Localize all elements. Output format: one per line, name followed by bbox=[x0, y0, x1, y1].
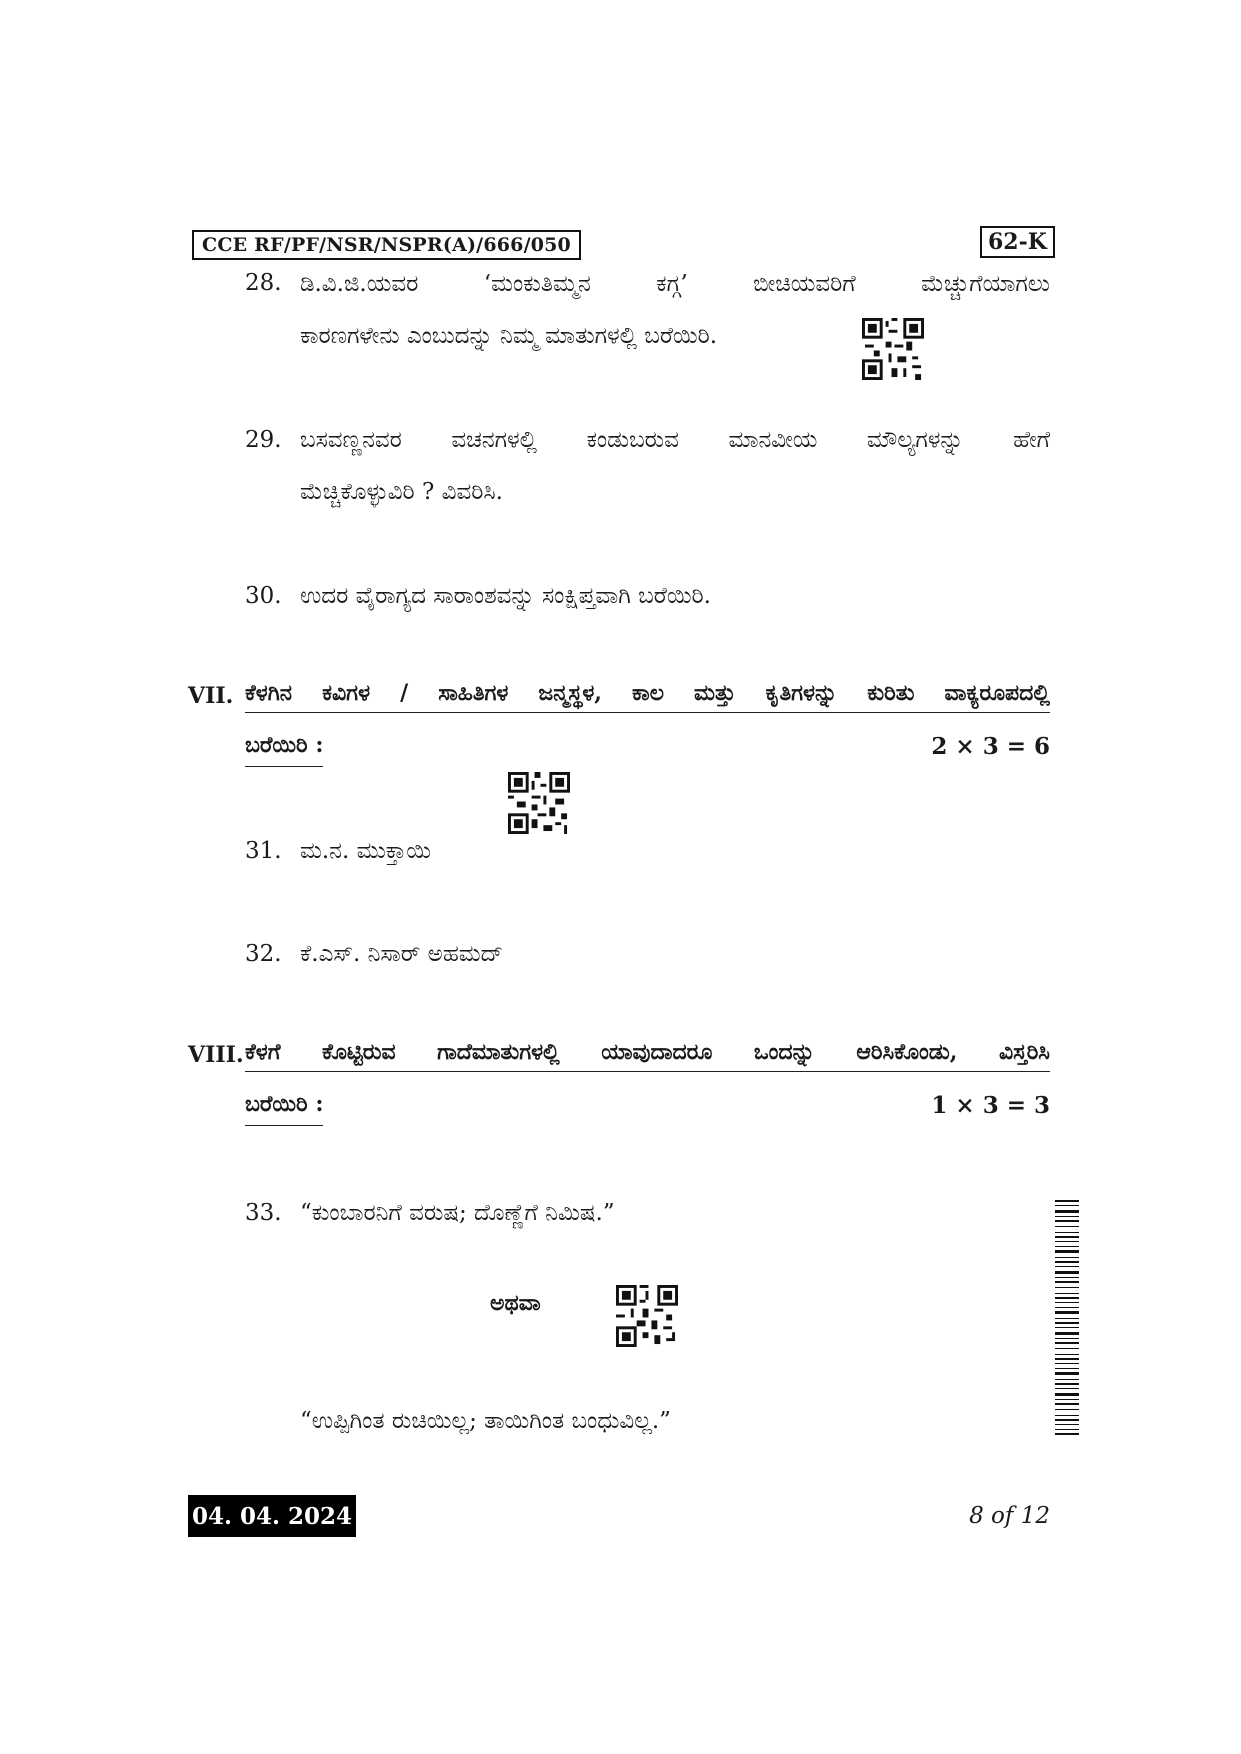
qr-code-icon bbox=[508, 772, 570, 834]
question-number: 30. bbox=[245, 583, 282, 609]
question-number: 31. bbox=[245, 838, 282, 864]
section-instruction-end: ಬರೆಯಿರಿ : bbox=[245, 1091, 323, 1126]
question-text-line: “ಕುಂಬಾರನಿಗೆ ವರುಷ; ದೊಣ್ಣೆಗೆ ನಿಮಿಷ.” bbox=[300, 1200, 615, 1226]
exam-code: CCE RF/PF/NSR/NSPR(A)/666/050 bbox=[192, 230, 581, 260]
barcode-icon bbox=[1055, 1200, 1079, 1435]
question-text-line: ಡಿ.ವಿ.ಜಿ.ಯವರ ‘ಮಂಕುತಿಮ್ಮನ ಕಗ್ಗ’ ಬೀಚಿಯವರಿಗೆ ಮೆಚ್ಚುಗೆಯಾಗಲು bbox=[300, 271, 1050, 297]
question-number: 29. bbox=[245, 427, 282, 453]
question-text-line: ಕೆ.ಎಸ್. ನಿಸಾರ್ ಅಹಮದ್ bbox=[300, 941, 503, 967]
section-instruction: ಕೆಳಗೆ ಕೊಟ್ಟಿರುವ ಗಾದೆಮಾತುಗಳಲ್ಲಿ ಯಾವುದಾದರೂ ಒಂದನ್ನು ಆರಿಸಿಕೊಂಡು, ವಿಸ್ತರಿಸಿ bbox=[245, 1039, 1050, 1072]
qr-code-icon bbox=[616, 1285, 678, 1347]
question-number: 33. bbox=[245, 1200, 282, 1226]
paper-code: 62-K bbox=[980, 226, 1055, 258]
section-number: VIII. bbox=[188, 1042, 244, 1068]
page-number: 8 of 12 bbox=[969, 1503, 1050, 1529]
or-label: ಅಥವಾ bbox=[490, 1290, 541, 1316]
section-instruction: ಕೆಳಗಿನ ಕವಿಗಳ / ಸಾಹಿತಿಗಳ ಜನ್ಮಸ್ಥಳ, ಕಾಲ ಮತ್ತು ಕೃತಿಗಳನ್ನು ಕುರಿತು ವಾಕ್ಯರೂಪದಲ್ಲಿ bbox=[245, 680, 1050, 713]
alternative-proverb: “ಉಪ್ಪಿಗಿಂತ ರುಚಿಯಿಲ್ಲ; ತಾಯಿಗಿಂತ ಬಂಧುವಿಲ್ಲ.” bbox=[300, 1408, 671, 1434]
section-instruction-end: ಬರೆಯಿರಿ : bbox=[245, 732, 323, 767]
question-text-line: ಉದರ ವೈರಾಗ್ಯದ ಸಾರಾಂಶವನ್ನು ಸಂಕ್ಷಿಪ್ತವಾಗಿ ಬರೆಯಿರಿ. bbox=[300, 583, 711, 609]
exam-date: 04. 04. 2024 bbox=[188, 1495, 356, 1537]
section-marks: 1 × 3 = 3 bbox=[931, 1092, 1050, 1119]
qr-code-icon bbox=[862, 318, 924, 380]
section-marks: 2 × 3 = 6 bbox=[931, 733, 1050, 760]
question-number: 28. bbox=[245, 270, 282, 296]
question-text-line: ಕಾರಣಗಳೇನು ಎಂಬುದನ್ನು ನಿಮ್ಮ ಮಾತುಗಳಲ್ಲಿ ಬರೆಯಿರಿ. bbox=[300, 323, 718, 349]
question-text-line: ಮ.ನ. ಮುಕ್ತಾಯಿ bbox=[300, 838, 431, 864]
question-text-line: ಮೆಚ್ಚಿಕೊಳ್ಳುವಿರಿ ? ವಿವರಿಸಿ. bbox=[300, 479, 503, 505]
question-number: 32. bbox=[245, 941, 282, 967]
section-number: VII. bbox=[188, 683, 234, 709]
question-text-line: ಬಸವಣ್ಣನವರ ವಚನಗಳಲ್ಲಿ ಕಂಡುಬರುವ ಮಾನವೀಯ ಮೌಲ್ಯಗಳನ್ನು ಹೇಗೆ bbox=[300, 427, 1050, 453]
